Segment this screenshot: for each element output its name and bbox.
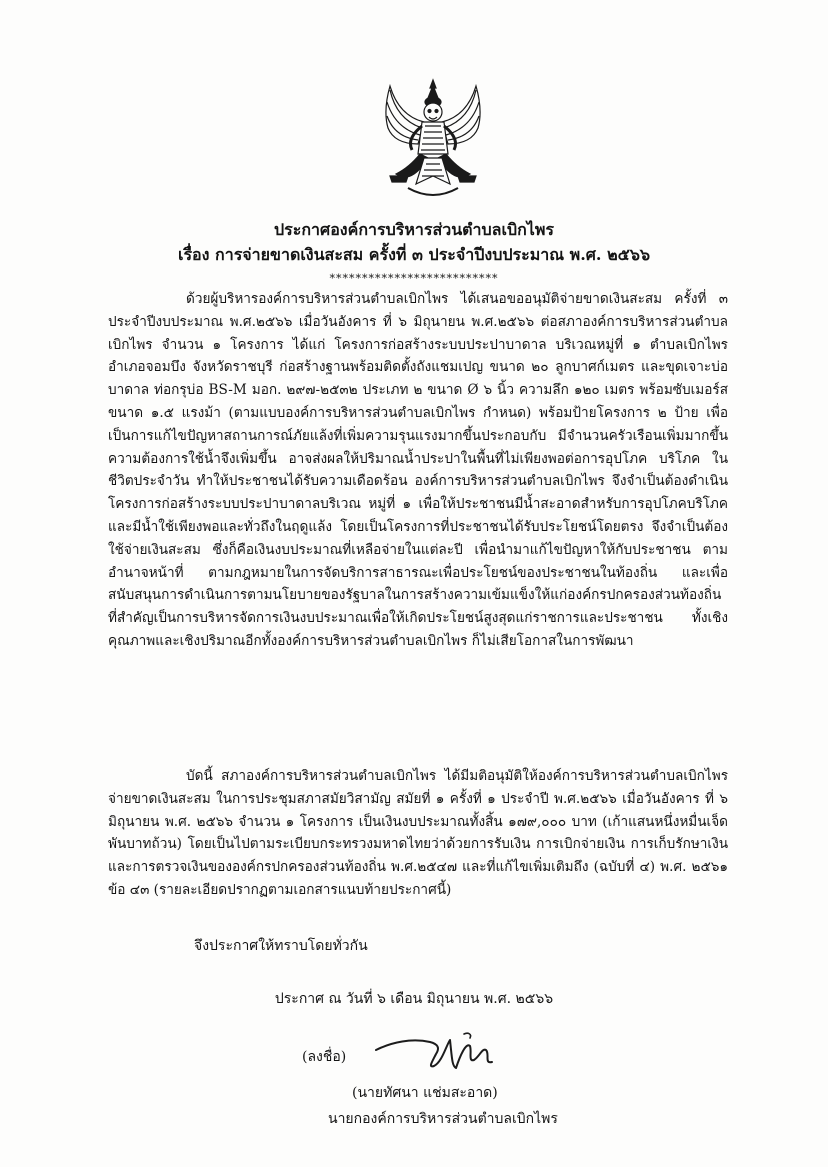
- garuda-emblem-icon: [378, 78, 488, 202]
- handwritten-signature: [372, 1028, 512, 1074]
- body-paragraph-2: บัดนี้ สภาองค์การบริหารส่วนตำบลเบิกไพร ได้มีมติอนุมัติให้องค์การบริหารส่วนตำบลเบิกไพร จ่ายขาดเงินสะสม ในการประชุมสภาสมัยวิสามัญ สมัยที่ ๑ ครั้งที่ ๑ ประจำปี พ.ศ.๒๕๖๖ เมื่อวันอังคาร ที่ ๖ มิถุนายน พ.ศ. ๒๕๖๖ จำนวน ๑ โครงการ เป็นเงินงบประมาณทั้งสิ้น ๑๗๙,๐๐๐ บาท (เก้าแสนหนึ่งหมื่นเจ็ดพันบาทถ้วน) โดยเป็นไปตามระเบียบกระทรวงมหาดไทยว่าด้วยการรับเงิน การเบิกจ่ายเงิน การเก็บรักษาเงิน และการตรวจเงินขององค์กรปกครองส่วนท้องถิ่น พ.ศ.๒๕๔๗ และที่แก้ไขเพิ่มเติมถึง (ฉบับที่ ๔) พ.ศ. ๒๕๖๑ ข้อ ๔๓ (รายละเอียดปรากฏตามเอกสารแนบท้ายประกาศนี้): [108, 768, 728, 898]
- announcement-title: ประกาศองค์การบริหารส่วนตำบลเบิกไพร: [274, 220, 554, 239]
- body-paragraph-1: ด้วยผู้บริหารองค์การบริหารส่วนตำบลเบิกไพร ได้เสนอขออนุมัติจ่ายขาดเงินสะสม ครั้งที่ ๓ ประจำปีงบประมาณ พ.ศ.๒๕๖๖ เมื่อวันอังคาร ที่ ๖ มิถุนายน พ.ศ.๒๕๖๖ ต่อสภาองค์การบริหารส่วนตำบลเบิกไพร จำนวน ๑ โครงการ ได้แก่ โครงการก่อสร้างระบบประปาบาดาล บริเวณหมู่ที่ ๑ ตำบลเบิกไพร อำเภอจอมบึง จังหวัดราชบุรี ก่อสร้างฐานพร้อมติดตั้งถังแชมเปญ ขนาด ๒๐ ลูกบาศก์เมตร และขุดเจาะบ่อบาดาล ท่อกรุบ่อ BS-M มอก. ๒๙๗-๒๕๓๒ ประเภท ๒ ขนาด Ø ๖ นิ้ว ความลึก ๑๒๐ เมตร พร้อมซับเมอร์ส ขนาด ๑.๕ แรงม้า (ตามแบบองค์การบริหารส่วนตำบลเบิกไพร กำหนด) พร้อมป้ายโครงการ ๒ ป้าย เพื่อเป็นการแก้ไขปัญหาสถานการณ์ภัยแล้งที่เพิ่มความรุนแรงมากขึ้นประกอบกับ มีจำนวนครัวเรือนเพิ่มมากขึ้น ความต้องการใช้น้ำจึงเพิ่มขึ้น อาจส่งผลให้ปริมาณน้ำประปาในพื้นที่ไม่เพียงพอต่อการอุปโภค บริโภค ในชีวิตประจำวัน ทำให้ประชาชนได้รับความเดือดร้อน องค์การบริหารส่วนตำบลเบิกไพร จึงจำเป็นต้องดำเนินโครงการก่อสร้างระบบประปาบาดาลบริเวณ หมู่ที่ ๑ เพื่อให้ประชาชนมีน้ำสะอาดสำหรับการอุปโภคบริโภค และมีน้ำใช้เพียงพอและทั่วถึงในฤดูแล้ง โดยเป็นโครงการที่ประชาชนได้รับประโยชน์โดยตรง จึงจำเป็นต้องใช้จ่ายเงินสะสม ซึ่งก็คือเงินงบประมาณที่เหลือจ่ายในแต่ละปี เพื่อนำมาแก้ไขปัญหาให้กับประชาชน ตามอำนาจหน้าที่ ตามกฎหมายในการจัดบริการสาธารณะเพื่อประโยชน์ของประชาชนในท้องถิ่น และเพื่อสนับสนุนการดำเนินการตามนโยบายของรัฐบาลในการสร้างความเข้มแข็งให้แก่องค์กรปกครองส่วนท้องถิ่น ที่สำคัญเป็นการบริหารจัดการเงินงบประมาณเพื่อให้เกิดประโยชน์สูงสุดแก่ราชการและประชาชน ทั้งเชิงคุณภาพและเชิงปริมาณอีกทั้งองค์การบริหารส่วนตำบลเบิกไพร ก็ไม่เสียโอกาสในการพัฒนา: [108, 291, 728, 649]
- announcement-subject: เรื่อง การจ่ายขาดเงินสะสม ครั้งที่ ๓ ประจำปีงบประมาณ พ.ศ. ๒๕๖๖: [177, 245, 651, 264]
- closing-statement: จึงประกาศให้ทราบโดยทั่วกัน: [194, 938, 368, 954]
- signer-title: นายกองค์การบริหารส่วนตำบลเบิกไพร: [328, 1111, 558, 1127]
- announcement-date: ประกาศ ณ วันที่ ๖ เดือน มิถุนายน พ.ศ. ๒๕๖๖: [274, 991, 554, 1007]
- signature-label: (ลงชื่อ): [302, 1049, 347, 1065]
- title-divider: **************************: [329, 272, 499, 285]
- signer-name: (นายทัศนา แช่มสะอาด): [352, 1085, 498, 1101]
